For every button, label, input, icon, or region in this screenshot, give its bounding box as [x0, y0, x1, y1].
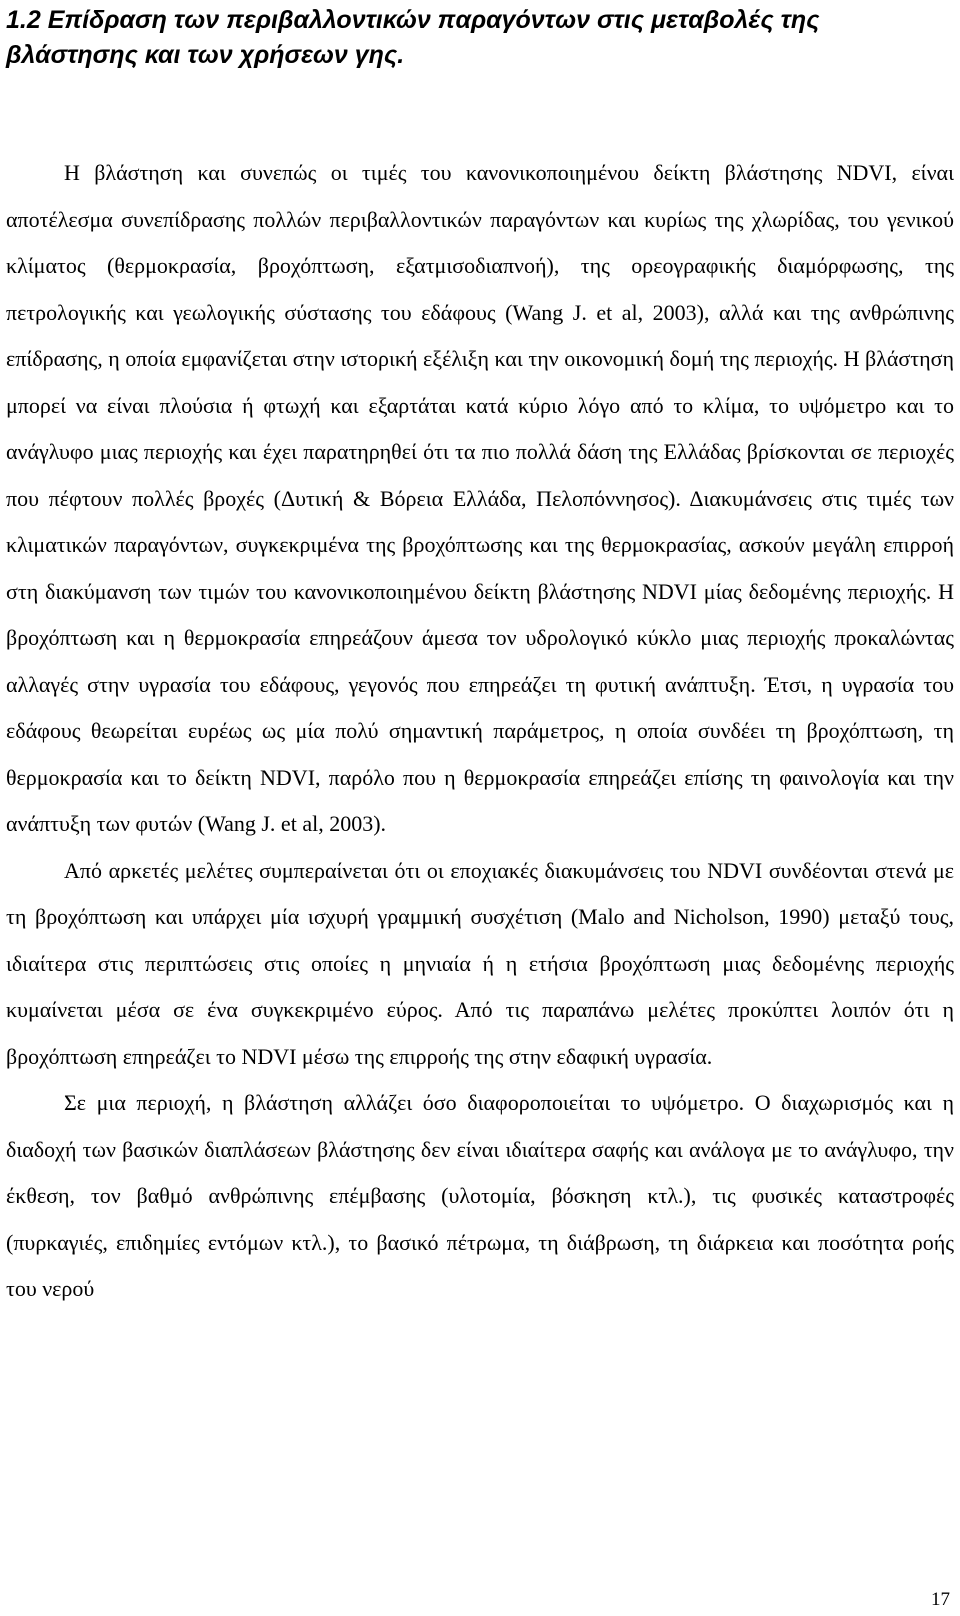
section-heading: 1.2 Επίδραση των περιβαλλοντικών παραγόντων στις μεταβολές της βλάστησης και των χρήσεων γης. — [6, 6, 820, 69]
paragraph-3: Σε μια περιοχή, η βλάστηση αλλάζει όσο διαφοροποιείται το υψόμετρο. Ο διαχωρισμός και η διαδοχή των βασικών διαπλάσεων βλάστησης δεν είναι ιδιαίτερα σαφής και ανάλογα με το ανάγλυφο, την έκθεση, τον βαθμό ανθρώπινης επέμβασης (υλοτομία, βόσκηση κτλ.), τις φυσικές καταστροφές (πυρκαγιές, επιδημίες εντόμων κτλ.), το βασικό πέτρωμα, τη διάβρωση, τη διάρκεια και ποσότητα ροής του νερού — [6, 1090, 954, 1301]
paragraph-1: Η βλάστηση και συνεπώς οι τιμές του κανονικοποιημένου δείκτη βλάστησης NDVI, είναι αποτέλεσμα συνεπίδρασης πολλών περιβαλλοντικών παραγόντων και κυρίως της χλωρίδας, του γενικού κλίματος (θερμοκρασία, βροχόπτωση, εξατμισοδιαπνοή), της ορεογραφικής διαμόρφωσης, της πετρολογικής και γεωλογικής σύστασης του εδάφους (Wang J. et al, 2003), αλλά και της ανθρώπινης επίδρασης, η οποία εμφανίζεται στην ιστορική εξέλιξη και την οικονομική δομή της περιοχής. Η βλάστηση μπορεί να είναι πλούσια ή φτωχή και εξαρτάται κατά κύριο λόγο από το κλίμα, το υψόμετρο και το ανάγλυφο μιας περιοχής και έχει παρατηρηθεί ότι τα πιο πολλά δάση της Ελλάδας βρίσκονται σε περιοχές που πέφτουν πολλές βροχές (Δυτική & Βόρεια Ελλάδα, Πελοπόννησος). Διακυμάνσεις στις τιμές των κλιματικών παραγόντων, συγκεκριμένα της βροχόπτωσης και της θερμοκρασίας, ασκούν μεγάλη επιρροή στη διακύμανση των τιμών του κανονικοποιημένου δείκτη βλάστησης NDVI μίας δεδομένης περιοχής. Η βροχόπτωση και η θερμοκρασία επηρεάζουν άμεσα τον υδρολογικό κύκλο μιας περιοχής προκαλώντας αλλαγές στην υγρασία του εδάφους, γεγονός που επηρεάζει τη φυτική ανάπτυξη. Έτσι, η υγρασία του εδάφους θεωρείται ευρέως ως μία πολύ σημαντική παράμετρος, η οποία συνδέει τη βροχόπτωση, τη θερμοκρασία και το δείκτη NDVI, παρόλο που η θερμοκρασία επηρεάζει επίσης τη φαινολογία και την ανάπτυξη των φυτών (Wang J. et al, 2003). — [6, 160, 954, 836]
document-page — [6, 0, 954, 1616]
page-number: 17 — [931, 1589, 950, 1610]
paragraph-2: Από αρκετές μελέτες συμπεραίνεται ότι οι εποχιακές διακυμάνσεις του NDVI συνδέονται στενά με τη βροχόπτωση και υπάρχει μία ισχυρή γραμμική συσχέτιση (Malo and Nicholson, 1990) μεταξύ τους, ιδιαίτερα στις περιπτώσεις στις οποίες η μηνιαία ή η ετήσια βροχόπτωση μιας δεδομένης περιοχής κυμαίνεται μέσα σε ένα συγκεκριμένο εύρος. Από τις παραπάνω μελέτες προκύπτει λοιπόν ότι η βροχόπτωση επηρεάζει το NDVI μέσω της επιρροής της στην εδαφική υγρασία. — [6, 857, 954, 1069]
